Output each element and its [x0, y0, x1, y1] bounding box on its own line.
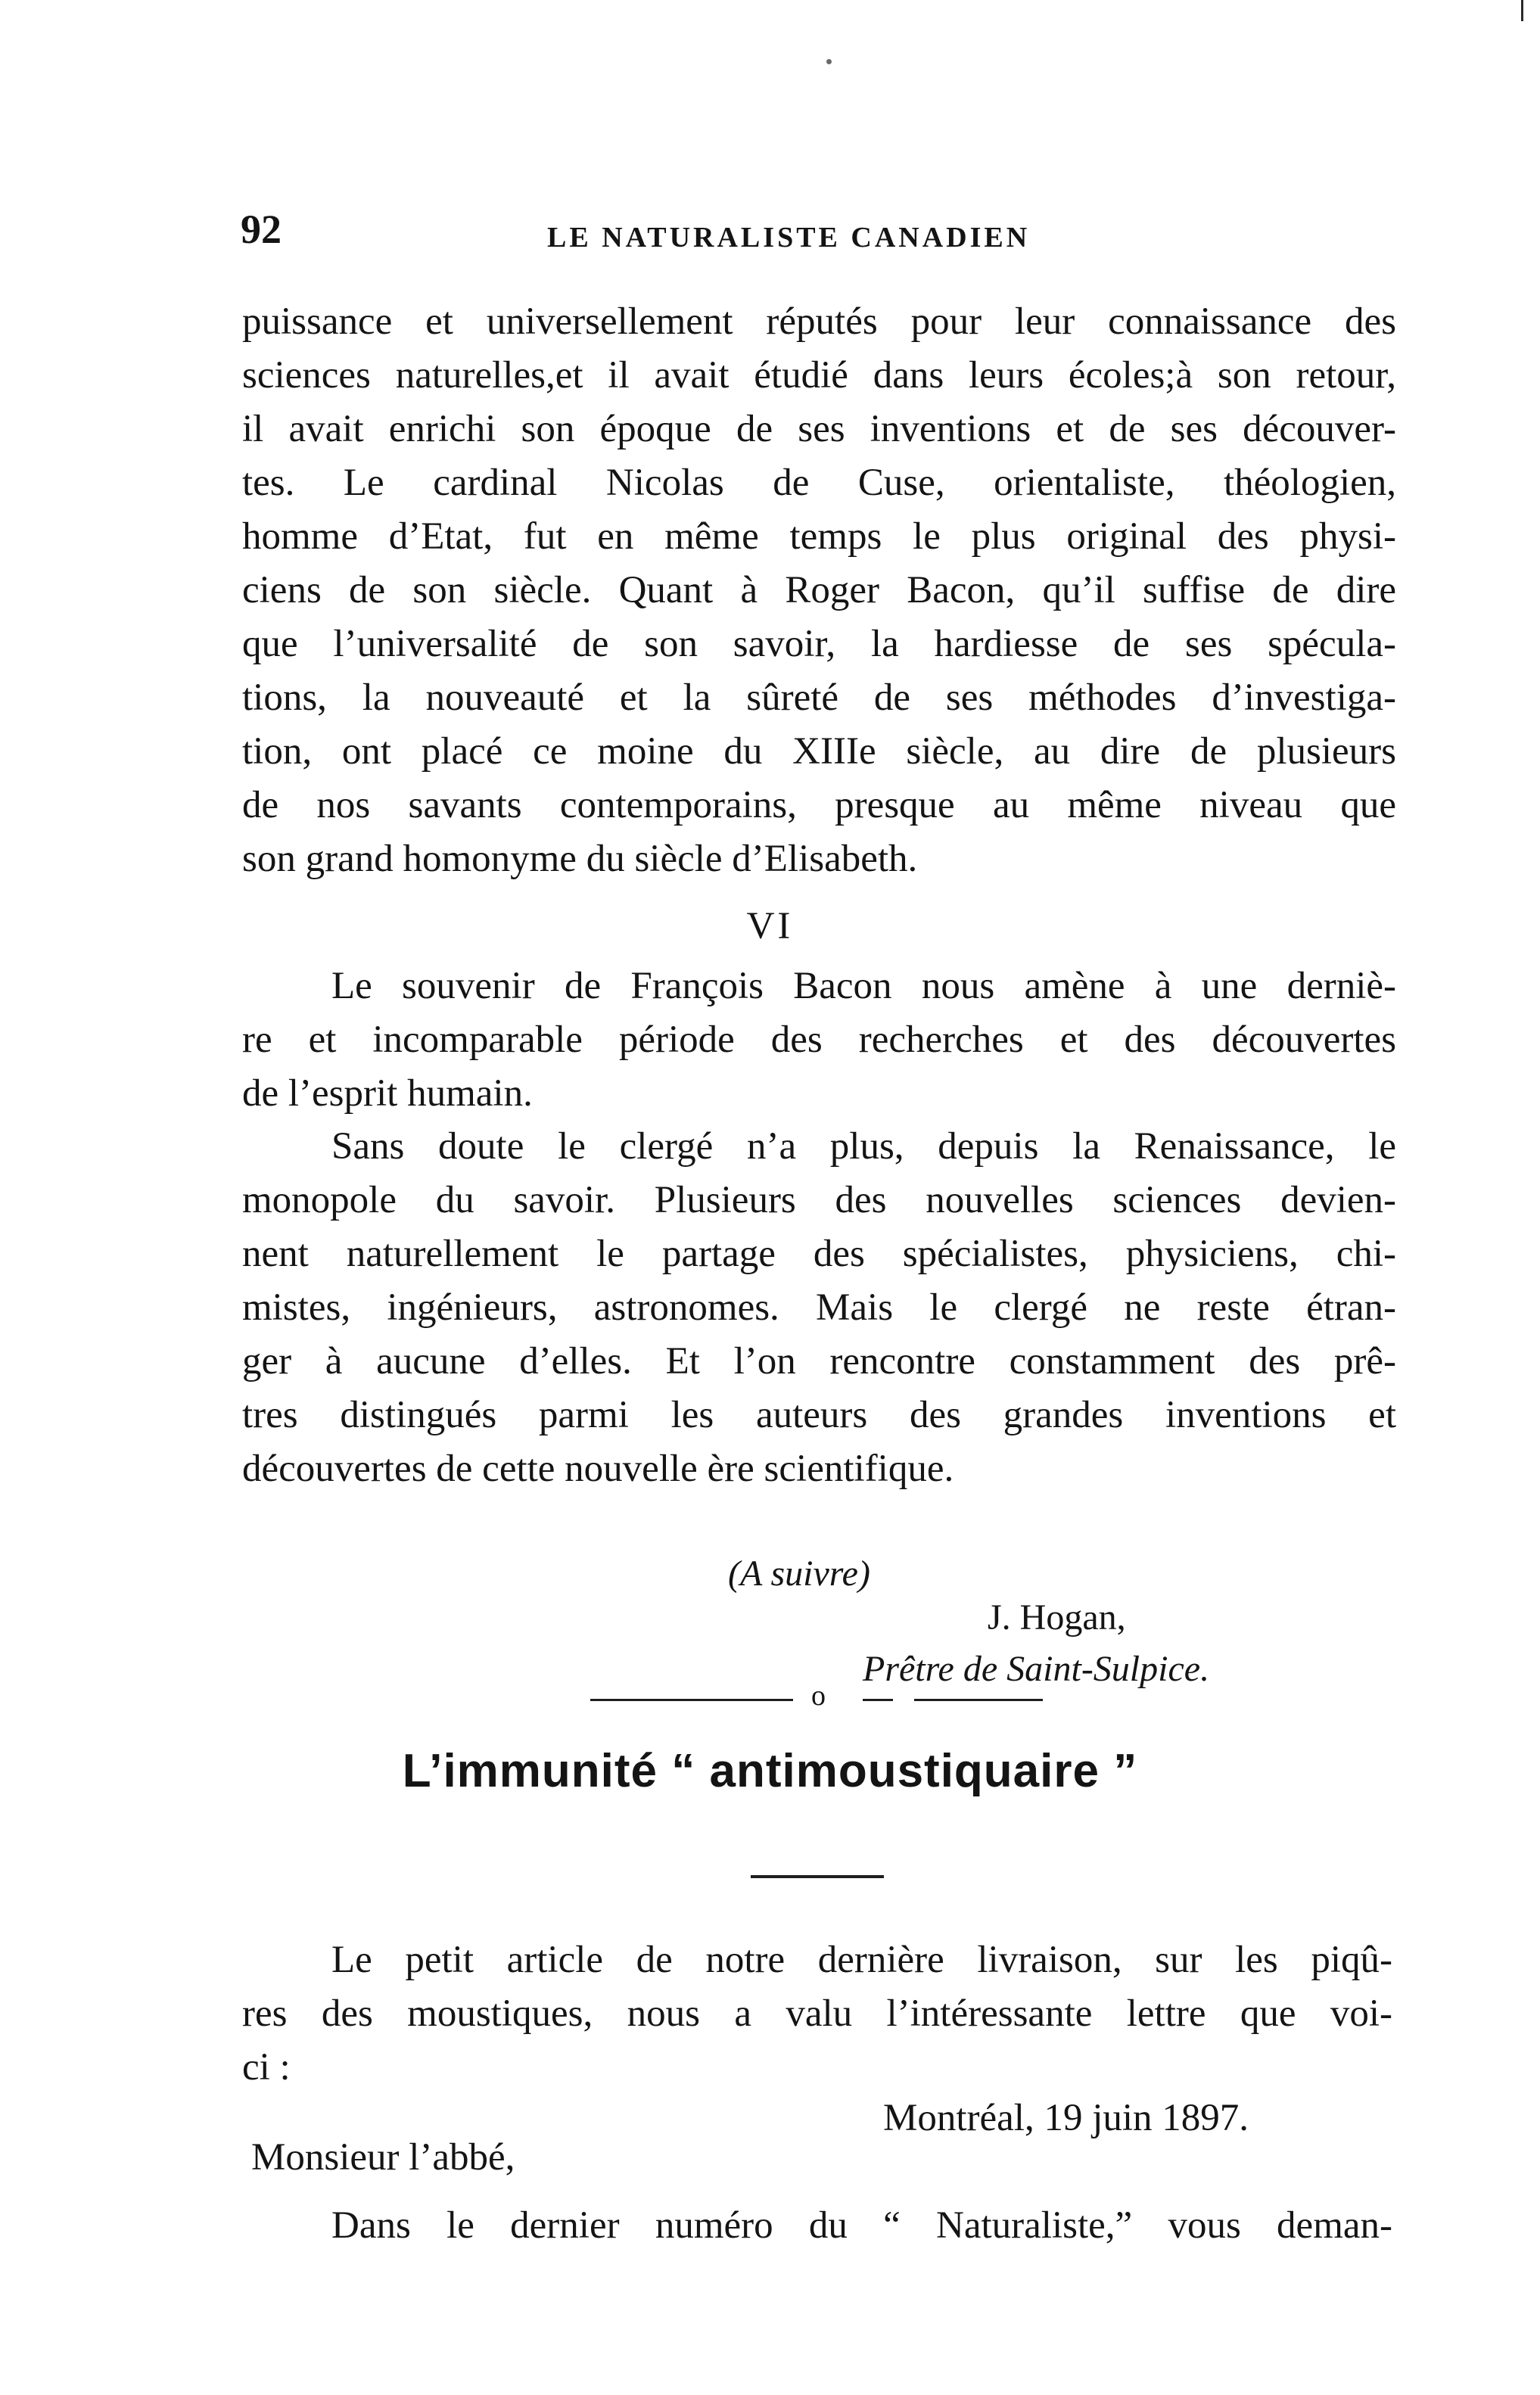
running-header: [241, 206, 1398, 251]
paragraph-continued: [242, 295, 1396, 886]
text-line: tres distingués parmi les auteurs des grandes inventions et: [242, 1394, 1396, 1436]
paragraph-vi-1: [242, 960, 1396, 1121]
separator-dash: [914, 1699, 1043, 1701]
section-separator: [0, 1676, 1540, 1722]
text-line: tes. Le cardinal Nicolas de Cuse, orientaliste, théologien,: [242, 462, 1396, 504]
letter-salutation: Monsieur l’abbé,: [251, 2136, 515, 2179]
paragraph-vi-2: [242, 1120, 1396, 1496]
separator-dash: [863, 1699, 893, 1701]
text-line: tions, la nouveauté et la sûreté de ses méthodes d’investiga-: [242, 677, 1396, 719]
print-speck: [826, 59, 832, 64]
separator-mark: o: [811, 1680, 826, 1712]
text-line: ciens de son siècle. Quant à Roger Bacon, qu’il suffise de dire: [242, 569, 1396, 611]
title-rule: [751, 1875, 884, 1878]
text-line: mistes, ingénieurs, astronomes. Mais le clergé ne reste étran-: [242, 1286, 1396, 1329]
text-line: ci :: [242, 2046, 291, 2089]
text-line: monopole du savoir. Plusieurs des nouvelles sciences devien-: [242, 1179, 1396, 1221]
text-line: Sans doute le clergé n’a plus, depuis la Renaissance, le: [331, 1125, 1396, 1168]
text-line: Le petit article de notre dernière livraison, sur les piqû-: [331, 1939, 1392, 1981]
text-line: de nos savants contemporains, presque au même niveau que: [242, 784, 1396, 826]
article-intro: [242, 1933, 1392, 2095]
text-line: homme d’Etat, fut en même temps le plus original des physi-: [242, 515, 1396, 558]
text-line: il avait enrichi son époque de ses inventions et de ses découver-: [242, 408, 1396, 450]
text-line: re et incomparable période des recherches et des découvertes: [242, 1019, 1396, 1061]
text-line: de l’esprit humain.: [242, 1072, 533, 1115]
text-line: Le souvenir de François Bacon nous amène à une derniè-: [331, 965, 1396, 1007]
page-number: 92: [241, 207, 282, 252]
text-line: Dans le dernier numéro du “ Naturaliste,” vous deman-: [331, 2204, 1392, 2247]
journal-title: LE NATURALISTE CANADIEN: [547, 222, 1031, 253]
text-line: découvertes de cette nouvelle ère scientifique.: [242, 1448, 954, 1490]
text-line: res des moustiques, nous a valu l’intéressante lettre que voi-: [242, 1992, 1392, 2035]
section-number: VI: [746, 905, 794, 947]
text-line: tion, ont placé ce moine du XIIIe siècle, au dire de plusieurs: [242, 730, 1396, 773]
author-name: J. Hogan,: [988, 1597, 1126, 1638]
text-line: sciences naturelles,et il avait étudié dans leurs écoles;à son retour,: [242, 354, 1396, 397]
text-line: son grand homonyme du siècle d’Elisabeth.: [242, 838, 918, 880]
letter-body: [242, 2199, 1392, 2253]
text-line: puissance et universellement réputés pour leur connaissance des: [242, 300, 1396, 343]
separator-dash: [590, 1699, 793, 1701]
letter-dateline: Montréal, 19 juin 1897.: [883, 2097, 1249, 2139]
page-edge-mark: [1521, 0, 1523, 21]
text-line: nent naturellement le partage des spécialistes, physiciens, chi-: [242, 1233, 1396, 1275]
text-line: ger à aucune d’elles. Et l’on rencontre constamment des prê-: [242, 1340, 1396, 1383]
author-role: Prêtre de Saint-Sulpice.: [863, 1649, 1210, 1689]
continuation-note: (A suivre): [728, 1554, 870, 1594]
article-title: L’immunité “ antimoustiquaire ”: [402, 1745, 1138, 1797]
text-line: que l’universalité de son savoir, la hardiesse de ses spécula-: [242, 623, 1396, 665]
